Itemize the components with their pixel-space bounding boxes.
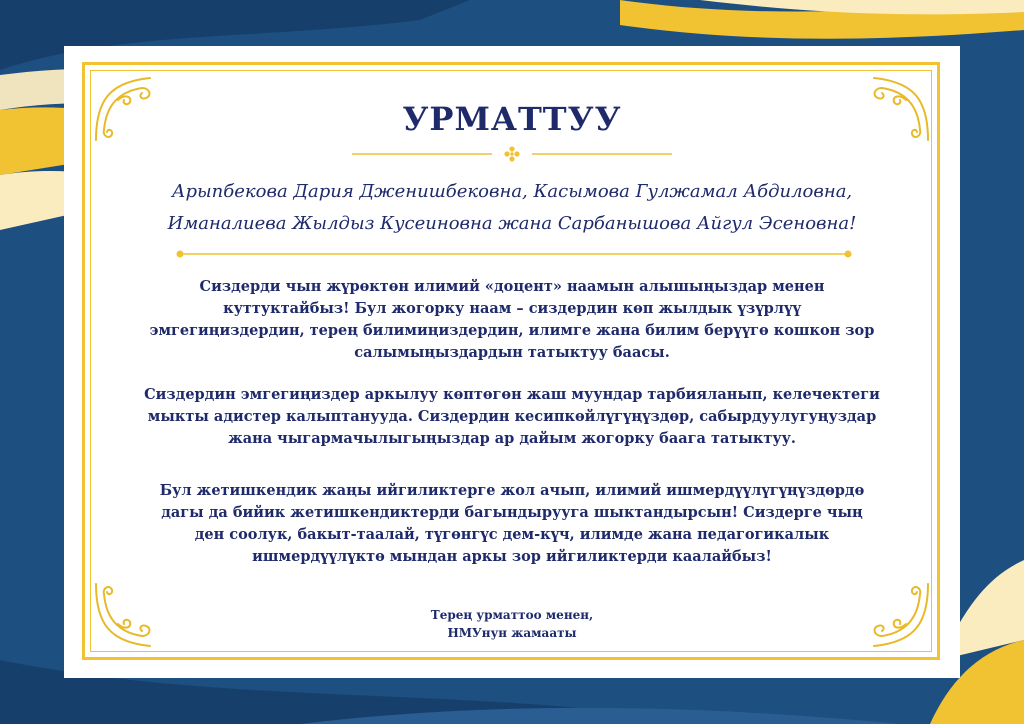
names-divider-line (176, 250, 852, 258)
certificate-card (64, 46, 960, 678)
congratulation-paragraph-1: Сиздерди чын жүрөктөн илимий «доцент» наамын алышыңыздар менен куттуктайбыз! Бул жогорку наам – сиздердин көп жылдык үзүрлүү эмгегиңиздердин, терең билимиңиздердин, илимге жана билим берүүгө кошкон зор салымыңыздардын татыктуу баасы. (149, 278, 875, 361)
names-line-2: Иманалиева Жылдыз Кусеиновна жана Сарбанышова Айгул Эсеновна! (167, 213, 857, 234)
congratulation-paragraph-3: Бул жетишкендик жаңы ийгиликтерге жол ачып, илимий ишмердүүлүгүңүздөрдө дагы да бийик жетишкендиктерди багындырууга шыктандырсын! Сиздерге чың ден соолук, бакыт-таалай, түгөнгүс дем-күч, илимде жана педагогикалык ишмердүүлүктө мындан аркы зор ийгиликтерди каалайбыз! (159, 482, 865, 565)
signature-line: НМУнун жамааты (447, 626, 577, 640)
closing-line: Терең урматтоо менен, (430, 608, 594, 622)
names-line-1: Арыпбекова Дария Дженишбековна, Касымова Гулжамал Абдиловна, (171, 181, 853, 202)
congratulation-paragraph-2: Сиздердин эмгегиңиздер аркылуу көптөгөн жаш муундар тарбияланып, келечектеги мыкты адистер калыптанууда. Сиздердин кесипкөйлүгүңүздөр, сабырдуулугуңуздар жана чыгармачылыгыңыздар ар дайым жогорку баага татыктуу. (144, 386, 880, 447)
recipients-names (154, 176, 870, 240)
title-divider-ornament-icon (352, 146, 672, 162)
page-title: УРМАТТУУ (402, 100, 622, 138)
